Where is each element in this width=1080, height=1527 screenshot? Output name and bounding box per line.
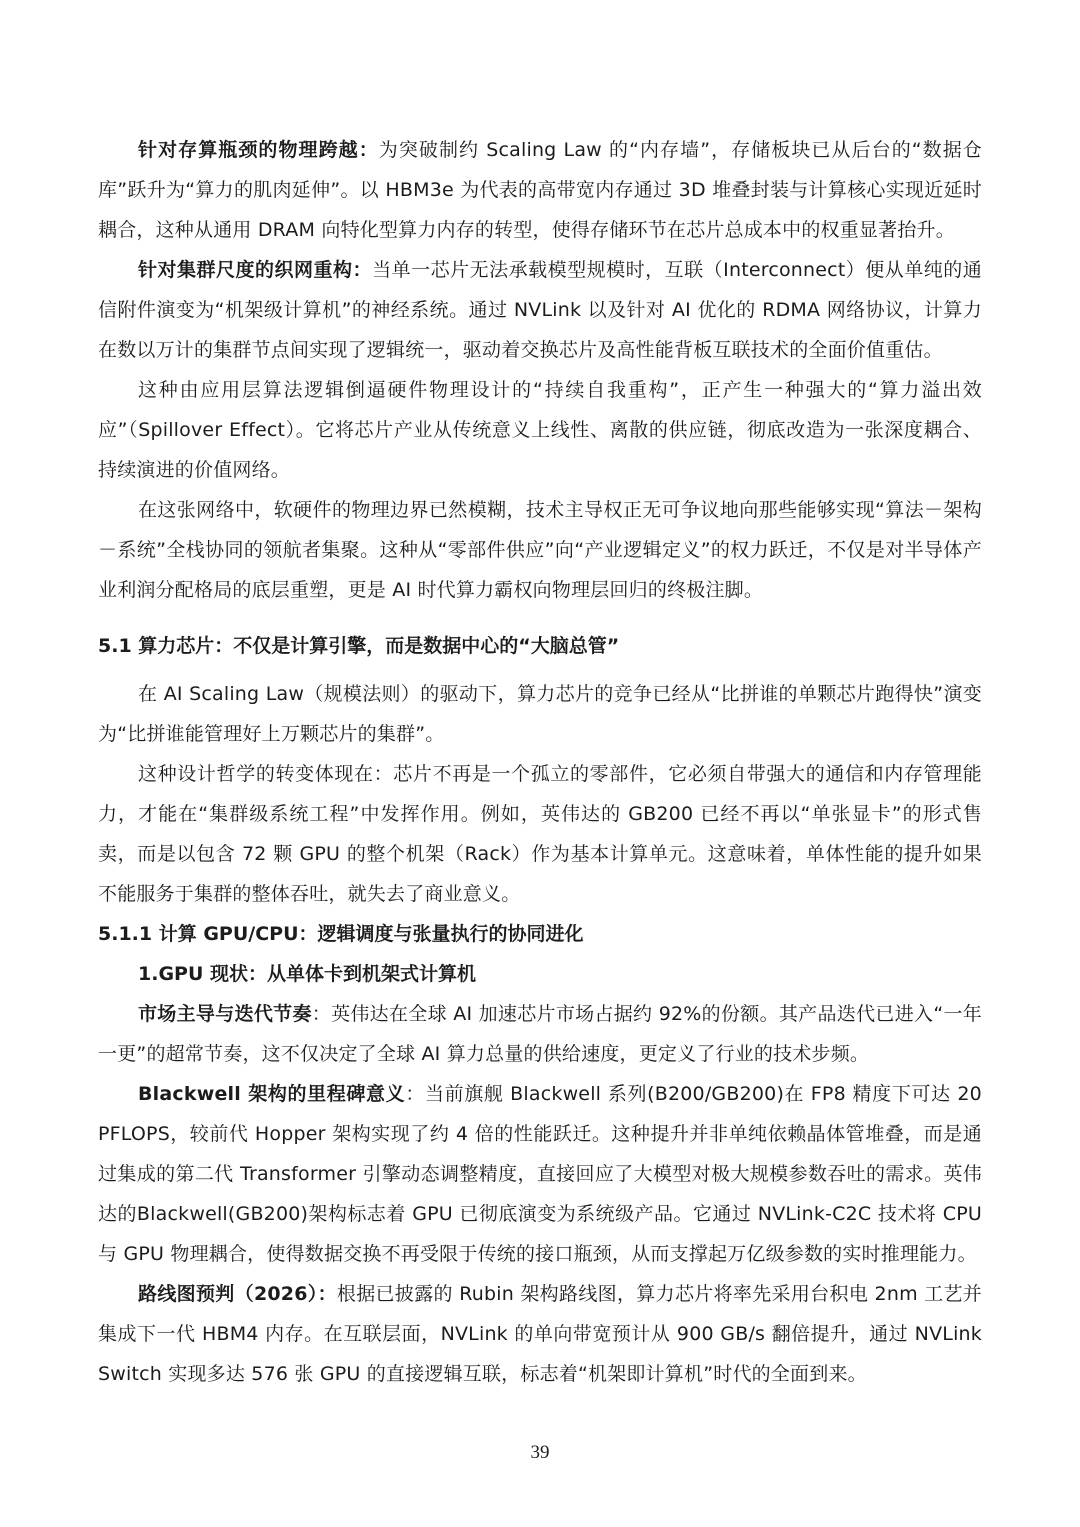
paragraph-text: 这种设计哲学的转变体现在：芯片不再是一个孤立的零部件，它必须自带强大的通信和内存管理能力，才能在“集群级系统工程”中发挥作用。例如，英伟达的 GB200 已经不再以“单张显卡”的形式售卖，而是以包含 72 颗 GPU 的整个机架（Rack）作为基本计算单元。这意味着，单体性能的提升如果不能服务于集群的整体吞吐，就失去了商业意义。	[98, 763, 982, 905]
paragraph-lead: Blackwell 架构的里程碑意义	[138, 1083, 406, 1105]
paragraph-text: 这种由应用层算法逻辑倒逼硬件物理设计的“持续自我重构”，正产生一种强大的“算力溢出效应”（Spillover Effect）。它将芯片产业从传统意义上线性、离散的供应链，彻底改造为一张深度耦合、持续演进的价值网络。	[98, 379, 982, 481]
paragraph-text: 为突破制约 Scaling Law 的“内存墙”，存储板块已从后台的“数据仓库”跃升为“算力的肌肉延伸”。以 HBM3e 为代表的高带宽内存通过 3D 堆叠封装与计算核心实现近延时耦合，这种从通用 DRAM 向特化型算力内存的转型，使得存储环节在芯片总成本中的权重显著抬升。	[98, 139, 983, 241]
paragraph-text: ：英伟达在全球 AI 加速芯片市场占据约 92%的份额。其产品迭代已进入“一年一更”的超常节奏，这不仅决定了全球 AI 算力总量的供给速度，更定义了行业的技术步频。	[98, 1003, 982, 1065]
paragraph-memory-wall	[98, 130, 982, 250]
paragraph-blackwell	[98, 1074, 982, 1274]
section-heading-5-1-1: 5.1.1 计算 GPU/CPU：逻辑调度与张量执行的协同进化	[98, 923, 584, 945]
paragraph-lead: 针对集群尺度的织网重构：	[138, 259, 373, 281]
subheading-gpu-status: 1.GPU 现状：从单体卡到机架式计算机	[138, 963, 477, 985]
paragraph-text: 在这张网络中，软硬件的物理边界已然模糊，技术主导权正无可争议地向那些能够实现“算法－架构－系统”全栈协同的领航者集聚。这种从“零部件供应”向“产业逻辑定义”的权力跃迁，不仅是对半导体产业利润分配格局的底层重塑，更是 AI 时代算力霸权向物理层回归的终极注脚。	[98, 499, 982, 601]
paragraph-text: 当单一芯片无法承载模型规模时，互联（Interconnect）便从单纯的通信附件演变为“机架级计算机”的神经系统。通过 NVLink 以及针对 AI 优化的 RDMA 网络协议，计算力在数以万计的集群节点间实现了逻辑统一，驱动着交换芯片及高性能背板互联技术的全面价值重估。	[98, 259, 982, 361]
paragraph-design-philosophy	[98, 754, 982, 914]
paragraph-text: 根据已披露的 Rubin 架构路线图，算力芯片将率先采用台积电 2nm 工艺并集成下一代 HBM4 内存。在互联层面，NVLink 的单向带宽预计从 900 GB/s 翻倍提升，通过 NVLink Switch 实现多达 576 张 GPU 的直接逻辑互联，标志着“机架即计算机”时代的全面到来。	[98, 1283, 982, 1385]
paragraph-network	[98, 490, 982, 610]
paragraph-text: ：当前旗舰 Blackwell 系列(B200/GB200)在 FP8 精度下可达 20 PFLOPS，较前代 Hopper 架构实现了约 4 倍的性能跃迁。这种提升并非单纯依赖晶体管堆叠，而是通过集成的第二代 Transformer 引擎动态调整精度，直接回应了大模型对极大规模参数吞吐的需求。英伟达的Blackwell(GB200)架构标志着 GPU 已彻底演变为系统级产品。它通过 NVLink-C2C 技术将 CPU 与 GPU 物理耦合，使得数据交换不再受限于传统的接口瓶颈，从而支撑起万亿级参数的实时推理能力。	[98, 1083, 982, 1265]
page-number: 39	[530, 1442, 550, 1463]
paragraph-lead: 针对存算瓶颈的物理跨越：	[138, 139, 379, 161]
paragraph-interconnect	[98, 250, 982, 370]
paragraph-market	[98, 994, 982, 1074]
paragraph-scaling-law	[98, 674, 982, 754]
paragraph-text: 在 AI Scaling Law（规模法则）的驱动下，算力芯片的竞争已经从“比拼谁的单颗芯片跑得快”演变为“比拼谁能管理好上万颗芯片的集群”。	[98, 683, 982, 745]
paragraph-lead: 市场主导与迭代节奏	[138, 1003, 312, 1025]
section-heading-5-1: 5.1 算力芯片：不仅是计算引擎，而是数据中心的“大脑总管”	[98, 635, 620, 657]
paragraph-roadmap	[98, 1274, 982, 1394]
paragraph-spillover	[98, 370, 982, 490]
paragraph-lead: 路线图预判（2026）：	[138, 1283, 337, 1305]
